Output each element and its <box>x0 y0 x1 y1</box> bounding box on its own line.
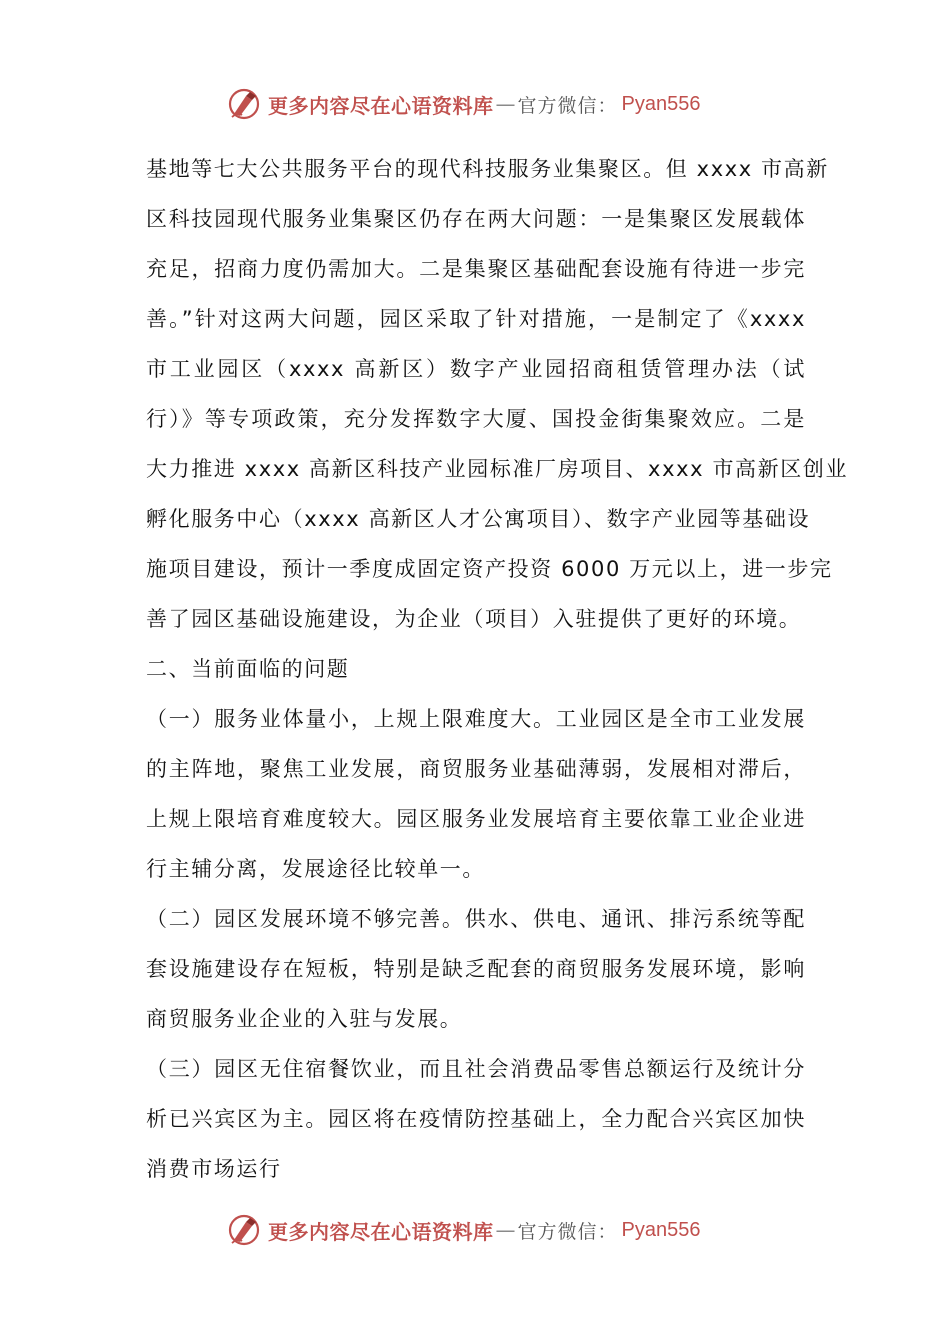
banner-wechat-label: 官方微信： <box>517 1220 618 1243</box>
banner-wechat-label: 官方微信： <box>517 94 618 117</box>
pen-nib-icon <box>226 1212 262 1248</box>
body-line: 析已兴宾区为主。园区将在疫情防控基础上，全力配合兴宾区加快 <box>146 1107 806 1131</box>
document-body <box>146 144 849 1194</box>
body-line: 套设施建设存在短板，特别是缺乏配套的商贸服务发展环境，影响 <box>146 957 806 981</box>
body-line: 行主辅分离，发展途径比较单一。 <box>146 857 485 881</box>
banner-wechat-id: Pyan556 <box>621 92 701 115</box>
body-line: 消费市场运行 <box>146 1157 282 1181</box>
body-line: （二）园区发展环境不够完善。供水、供电、通讯、排污系统等配 <box>146 907 806 931</box>
banner-wechat-id: Pyan556 <box>621 1218 701 1241</box>
body-line: （三）园区无住宿餐饮业，而且社会消费品零售总额运行及统计分 <box>146 1057 806 1081</box>
body-line: 的主阵地，聚焦工业发展，商贸服务业基础薄弱，发展相对滞后， <box>146 757 806 781</box>
body-line: 上规上限培育难度较大。园区服务业发展培育主要依靠工业企业进 <box>146 807 806 831</box>
body-line: 区科技园现代服务业集聚区仍存在两大问题：一是集聚区发展载体 <box>146 207 806 231</box>
footer-banner <box>226 1210 746 1250</box>
body-line: 善。”针对这两大问题，园区采取了针对措施，一是制定了《xxxx <box>146 307 806 331</box>
banner-dash: — <box>495 1218 516 1242</box>
body-line: 商贸服务业企业的入驻与发展。 <box>146 1007 463 1031</box>
header-banner <box>226 84 746 124</box>
body-line: 大力推进 xxxx 高新区科技产业园标准厂房项目、xxxx 市高新区创业 <box>146 457 849 481</box>
body-line: 孵化服务中心（xxxx 高新区人才公寓项目）、数字产业园等基础设 <box>146 507 811 531</box>
body-line: 市工业园区（xxxx 高新区）数字产业园招商租赁管理办法（试 <box>146 357 806 381</box>
banner-brand-text: 更多内容尽在心语资料库 <box>268 1219 494 1244</box>
body-line: 充足，招商力度仍需加大。二是集聚区基础配套设施有待进一步完 <box>146 257 806 281</box>
pen-nib-icon <box>226 86 262 122</box>
banner-dash: — <box>495 92 516 116</box>
body-line: 基地等七大公共服务平台的现代科技服务业集聚区。但 xxxx 市高新 <box>146 157 829 181</box>
body-line: 行）》等专项政策，充分发挥数字大厦、国投金街集聚效应。二是 <box>146 407 806 431</box>
body-line: 施项目建设，预计一季度成固定资产投资 6000 万元以上，进一步完 <box>146 557 833 581</box>
body-line: 善了园区基础设施建设，为企业（项目）入驻提供了更好的环境。 <box>146 607 802 631</box>
section-heading: 二、当前面临的问题 <box>146 657 350 681</box>
banner-brand-text: 更多内容尽在心语资料库 <box>268 93 494 118</box>
body-line: （一）服务业体量小，上规上限难度大。工业园区是全市工业发展 <box>146 707 806 731</box>
